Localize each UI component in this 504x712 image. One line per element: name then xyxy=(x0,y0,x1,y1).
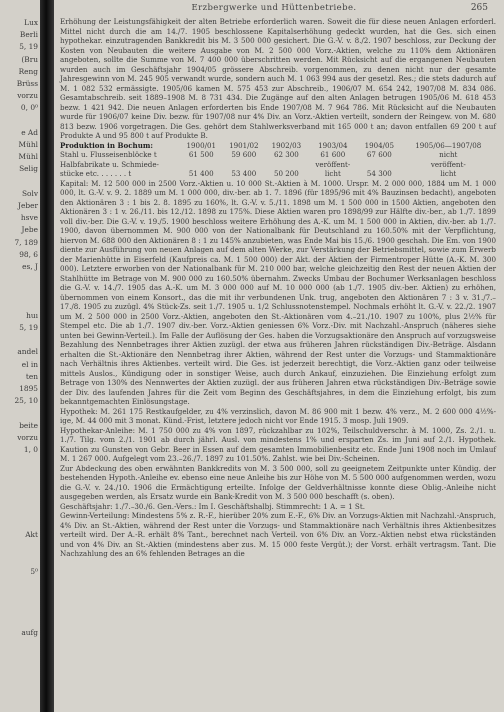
production-row xyxy=(60,150,496,160)
facing-page-fragment: hsve xyxy=(20,213,38,223)
facing-page-fragment: es, J xyxy=(22,262,38,271)
facing-page-fragment: Selig xyxy=(19,164,38,174)
value-cell: 54 300 xyxy=(366,169,392,178)
facing-page-fragment: Lux xyxy=(24,18,38,27)
facing-page-fragment: 0, 0⁰ xyxy=(20,103,38,113)
row-label: Halbfabrikate u. Schmiede- xyxy=(60,159,159,169)
facing-page-fragment: vorzu xyxy=(17,432,38,442)
facing-page-fragment: Jebe xyxy=(21,225,38,235)
facing-page-fragment: vorzu xyxy=(17,91,38,101)
facing-page-fragment: 98, 6 xyxy=(19,249,38,259)
year-cell: 1902/03 xyxy=(271,140,302,150)
value-cell: 67 600 xyxy=(366,150,392,159)
production-table xyxy=(60,141,496,179)
facing-page-fragment: 5⁰ xyxy=(30,567,38,576)
value-cell xyxy=(358,160,401,170)
facing-page-fragment: andel xyxy=(17,347,38,357)
page-body xyxy=(60,17,496,707)
gewinn-verteilung-paragraph: Gewinn-Verteilung: Mindestens 5% z. R.-F., hierüber 20% zum E.-F., 6% Div. an Vorzugs-Aktien mit Nachzahl.-Anspruch, 4% Div. an St.-Aktien, während der Rest unter die Vorzugs- und Stammaktionäre nach Verhältnis ihres Aktienbesitzes verteilt wird. Der A.-R. erhält 8% Tant., berechnet nach Verteil. von 6% Div. an Vorz.-Aktien nebst etwa rückständen und von 4% Div. an St.-Aktien (mindestens aber zus. M. 15 000 feste Vergüt.); der Vorst. erhält vertragsm. Tant. Die Nachzahlung des an 6% fehlenden Betrages an die xyxy=(60,511,496,558)
facing-page-fragment: 5, 19 xyxy=(19,42,38,52)
value-cell: 51 400 xyxy=(188,169,214,178)
facing-page-fragment: beite xyxy=(19,420,38,430)
value-cell xyxy=(223,160,266,170)
production-label: Produktion in Bochum: xyxy=(60,140,153,150)
production-row xyxy=(60,169,496,179)
book-page xyxy=(54,0,504,712)
year-cell: 1900/01 xyxy=(186,140,217,150)
geschaeftsjahr-paragraph: Geschäftsjahr: 1./7.–30./6. Gen.-Vers.: Im I. Geschäftshalbj. Stimmrecht: 1 A. = 1 St. xyxy=(60,501,365,511)
facing-page-fragment: Reng xyxy=(18,66,38,76)
facing-page-fragment: (Bru xyxy=(21,54,38,64)
value-cell: nicht xyxy=(439,150,458,159)
facing-page-edge xyxy=(0,0,40,712)
value-cell: 59 600 xyxy=(231,150,257,159)
value-cell: 61 600 xyxy=(320,150,346,159)
intro-paragraph: Erhöhung der Leistungsfähigkeit der alten Betriebe erforderlich waren. Soweit die für diese neuen Anlagen erforderl. Mittel nicht durch die am 14./7. 1905 beschlossene Kapitalserhöhung gedeckt wurden, hat die Ges. sich einen hypothekar. einzutragenden Bankkredit bis M. 3 500 000 gesichert. Die G.-V. v. 8./2. 1907 beschloss, zur Deckung der Kosten von Neubauten die weitere Ausgabe von M. 2 500 000 Vorz.-Aktien, welche zu 110% dem Aktionären angeboten, sollte die Summe von M. 7 400 000 überschritten werden. Mit Rücksicht auf die ergangenen Neubauten wurden auch im Geschäftsjahr 1904/05 grössere Abschreib. vorgenommen, zu denen nicht nur der gesamte Jahresgewinn von M. 245 905 verwandt wurde, sondern auch M. 1 063 994 aus der gesetzl. Res.; die stets dadurch auf M. 1 082 532 ermässigte. 1905/06 kamen M. 575 453 zur Abschreib., 1906/07 M. 654 242, 1907/08 M. 834 086. Gesamtabschreib. seit 1889–1908 M. 8 731 434. Die Zugänge auf den alten Anlagen betrugen 1905/06 M. 618 453 bezw. 1 421 942. Die neuen Anlagen erforderten bis Ende 1907/08 M. 7 964 786. Mit Rücksicht auf die Neubauten wurde für 1906/07 keine Div. bezw. für 1907/08 nur 4% Div. an Vorz.-Aktien verteilt, sondern der Reingew. von M. 680 813 bezw. 1906 vorgetragen. Die Ges. gehört dem Stahlwerksverband mit 165 000 t an; davon entfallen 69 200 t auf Produkte A und 95 800 t auf Produkte B. xyxy=(60,17,496,140)
running-title: Erzbergwerke und Hüttenbetriebe. xyxy=(191,3,357,13)
value-cell: 50 200 xyxy=(273,169,299,178)
page-number: 265 xyxy=(470,3,488,13)
value-cell: veröffent- xyxy=(315,159,351,169)
year-cell: 1903/04 xyxy=(318,140,348,150)
facing-page-fragment: huı xyxy=(26,310,38,320)
facing-page-fragment: 25, 10 xyxy=(14,396,38,406)
deckung-paragraph: Zur Abdeckung des oben erwähnten Bankkredits von M. 3 500 000, soll zu geeignetem Zeitpunkte unter Kündig. der bestehenden Hypoth.-Anleihe ev. ebenso eine neue Anleihe bis zur Höhe von M. 5 500 000 aufgenommen werden, wozu die G.-V. v. 24./10. 1906 die Ermächtigung erteilte. Infolge der Geldverhältnisse konnte diese Oblig.-Anleihe nicht ausgegeben werden, als Ersatz wurde ein Bank-Kredit von M. 3 500 000 beschafft (s. oben). xyxy=(60,463,496,501)
row-label: stücke etc. . . . . . . t xyxy=(60,169,132,178)
facing-page-fragment: Solv xyxy=(21,188,38,198)
facing-page-fragment: Brüss xyxy=(16,79,38,88)
value-cell: 53 400 xyxy=(231,169,257,178)
hypothekar-anleihe-paragraph: Hypothekar-Anleihe: M. 1 750 000 zu 4% von 1897, rückzahlbar zu 102%, Teilschuldverschr. à M. 1000, Zs. 2./1. u. 1./7. Tilg. vom 2./1. 1901 ab durch jährl. Ausl. von mindestens 1% und ersparten Zs. im Juni auf 2./1. Hypothek. Kaution zu Gunsten von Gebr. Beer in Essen auf dem gesamten Immobilienbesitz etc. Ende Juni 1908 noch im Umlauf M. 1 267 000. Aufgelegt vom 23.–26./7. 1897 zu 101.50%. Zahlst. wie bei Div.-Scheinen. xyxy=(60,425,496,463)
facing-page-fragment: Akt xyxy=(25,530,38,540)
facing-page-fragment: Mühl xyxy=(18,152,38,162)
production-row xyxy=(60,160,496,170)
year-cell: 1904/05 xyxy=(364,140,395,150)
value-cell: licht xyxy=(324,169,341,178)
facing-page-fragment: ten xyxy=(25,371,38,381)
hypothek-paragraph: Hypothek: M. 261 175 Restkaufgelder, zu 4% verzinslich, davon M. 86 900 mit 1 bezw. 4% verz., M. 2 600 000 4½%-ige, M. 44 000 mit 3 monat. Künd.-Frist, letztere jedoch nicht vor Ende 1915. 3 mosp. Juli 1909. xyxy=(60,406,496,425)
row-label: Stahl u. Flusseisenblöcke t xyxy=(60,150,157,159)
value-cell: 62 300 xyxy=(273,150,299,159)
value-cell: licht xyxy=(440,169,457,178)
production-header-row xyxy=(60,141,496,151)
kapital-paragraph: Kapital: M. 12 500 000 in 2500 Vorz.-Aktien u. 10 000 St.-Aktien à M. 1000. Urspr. M. 2 000 000, 1884 um M. 1 000 000, lt. G.-V. v. 9. 2. 1889 um M. 1 000 000, div.-ber. ab 1. 7. 1896 (für 1895/96 mit 4% Bauzinsen bedacht), angeboten den Aktionären 3 : 1 bis 2. 8. 1895 zu 160%, lt. G.-V. v. 5./11. 1898 um M. 1 500 000 in 1500 Aktien, angeboten den Aktionären 3 : 1 v. 26./11. bis 12./12. 1898 zu 175%. Diese Aktien waren pro 1898/99 zur Hälfte div.-ber., ab 1./7. 1899 voll div.-ber. Die G.-V. v. 19./5. 1900 beschloss weitere Erhöhung des A.-K. um M. 1 500 000 in Aktien, div.-ber. ab 1./7. 1900, davon übernommen M. 900 000 von der Nationalbank für Deutschland zu 160.50% mit der Verpflichtung, hiervon M. 688 000 den Aktionären 8 : 1 zu 145% anzubieten, was Ende Mai bis 15./6. 1900 geschah. Die Em. von 1900 diente zur Ausführung von neuen Anlagen auf dem alten Werke, zur Verstärkung der Betriebsmittel, sowie zum Erwerb der Marienhütte in Eiserfeld (Kaufpreis ca. M. 1 500 000) der Akt. der Aktien der Firmentroper Hütte (A.-K. M. 300 000). Letztere erworben von der Nationalbank für M. 210 000 bar, welche gleichzeitig den Rest der neuen Aktien der Stahlhütte im Betrage von M. 900 000 zu 160.50% übernahm. Zwecks Umbau der Bochumer Werksanlagen beschloss die G.-V. v. 14./7. 1905 das A.-K. um M. 3 000 000 auf M. 10 000 000 (ab 1./7. 1905 div.-ber. Aktien) zu erhöhen, übernommen von einem Konsort., das die mit ihr verbundenen Unk. trug, angeboten den Aktionären 7 : 3 v. 31./7.–17./8. 1905 zu zuzügl. 4% Stück-Zs. seit 1./7. 1905 u. 1/2 Schlussnotenstempel. Nochmals erhöht lt. G.-V. v. 22./2. 1907 um M. 2 500 000 in 2500 Vorz.-Aktien, angeboten den St.-Aktionären vom 4.–21./10. 1907 zu 100%, plus 2½% für Stempel etc. Die ab 1./7. 1907 div.-ber. Vorz.-Aktien geniessen 6% Vorz.-Div. mit Nachzahl.-Anspruch (näheres siehe unten bei Gewinn-Verteil.). Im Falle der Auflösung der Ges. haben die Vorzugsaktionäre den Anspruch auf vorzugsweise Bezahlung des Nennbetrages ihrer Aktien zuzügl. der etwa aus früheren Jahren rückständigen Div.-Beträge. Alsdann erhalten die St.-Aktionäre den Nennbetrag ihrer Aktien, während der Rest unter die Vorzugs- und Stammaktionäre nach Verhältnis ihres Aktienbes. verteilt wird. Die Ges. ist jederzeit berechtigt, die Vorz.-Aktien ganz oder teilweise mittels Auslos., Kündigung oder in sonstiger Weise, auch durch Ankauf, einzuziehen. Die Einziehung erfolgt zum Betrage von 130% des Nennwertes der Aktien zuzügl. der aus früheren Jahren etwa rückständigen Div.-Beträge sowie der Div. des laufenden Jahres für die Zeit vom Beginn des Geschäftsjahres, in dem die Einziehung erfolgt, bis zum bekanntgemachten Einlösungstage. xyxy=(60,178,496,406)
book-gutter xyxy=(40,0,54,712)
facing-page-fragment: el in xyxy=(21,359,38,369)
facing-page-fragment: Jeber xyxy=(18,201,38,210)
value-cell xyxy=(180,160,223,170)
year-cell: 1905/06—1907/08 xyxy=(415,140,482,150)
facing-page-fragment: aufg xyxy=(21,628,38,637)
value-cell xyxy=(265,160,308,170)
value-cell: veröffent- xyxy=(430,159,466,169)
running-header xyxy=(54,3,494,15)
facing-page-fragment: 1895 xyxy=(19,384,38,393)
facing-page-fragment: e Ad xyxy=(21,127,38,137)
facing-page-fragment: 5, 19 xyxy=(19,323,38,332)
facing-page-fragment: Berli xyxy=(19,30,38,40)
facing-page-fragment: 7, 189 xyxy=(14,237,38,247)
facing-page-fragment: 1, 0 xyxy=(23,445,38,454)
year-cell: 1901/02 xyxy=(229,140,259,150)
value-cell: 61 500 xyxy=(188,150,214,159)
facing-page-fragment: Mühl xyxy=(18,140,38,149)
